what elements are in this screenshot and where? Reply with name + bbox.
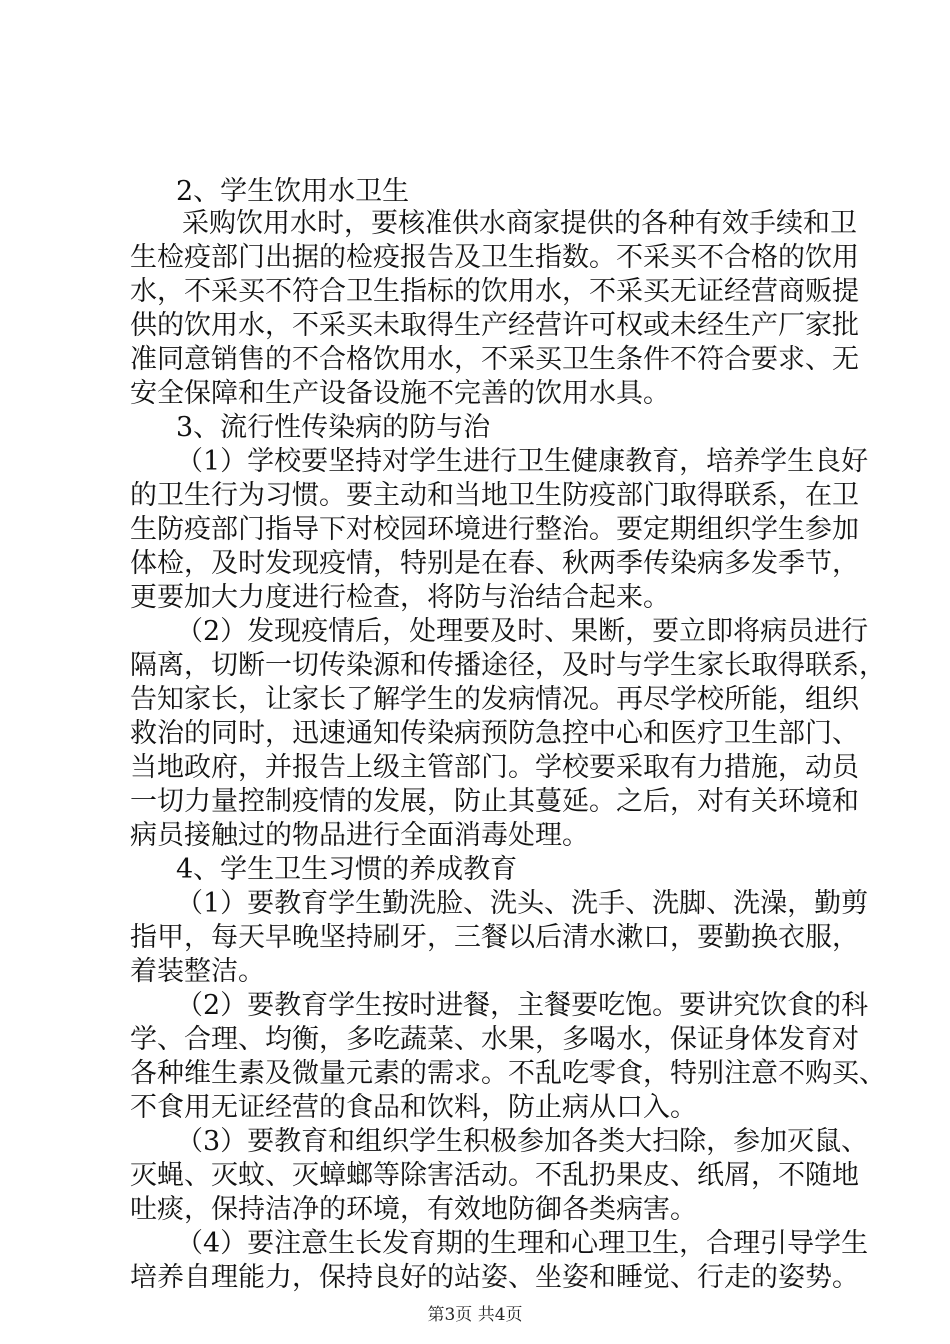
- paragraph-line: 各种维生素及微量元素的需求。不乱吃零食，特别注意不购买、: [130, 1058, 886, 1089]
- page-number-footer: 第3页 共4页: [427, 1305, 523, 1325]
- paragraph-line: 当地政府，并报告上级主管部门。学校要采取有力措施，动员: [130, 752, 859, 783]
- paragraph-line: 体检，及时发现疫情，特别是在春、秋两季传染病多发季节，: [130, 548, 859, 579]
- paragraph-line: （2）发现疫情后，处理要及时、果断，要立即将病员进行: [176, 616, 869, 647]
- paragraph-line: （2）要教育学生按时进餐，主餐要吃饱。要讲究饮食的科: [176, 990, 869, 1021]
- paragraph-line: 培养自理能力，保持良好的站姿、坐姿和睡觉、行走的姿势。: [130, 1262, 859, 1293]
- paragraph-line: （3）要教育和组织学生积极参加各类大扫除，参加灭鼠、: [176, 1126, 869, 1157]
- paragraph-line: （4）要注意生长发育期的生理和心理卫生，合理引导学生: [176, 1228, 869, 1259]
- paragraph-line: 灭蝇、灭蚊、灭蟑螂等除害活动。不乱扔果皮、纸屑，不随地: [130, 1160, 859, 1191]
- paragraph-line: 隔离，切断一切传染源和传播途径，及时与学生家长取得联系，: [130, 650, 886, 681]
- paragraph-line: 一切力量控制疫情的发展，防止其蔓延。之后，对有关环境和: [130, 786, 859, 817]
- paragraph-line: 学、合理、均衡，多吃蔬菜、水果，多喝水，保证身体发育对: [130, 1024, 859, 1055]
- paragraph-line: 指甲，每天早晚坚持刷牙，三餐以后清水漱口，要勤换衣服，: [130, 922, 859, 953]
- paragraph-line: 吐痰，保持洁净的环境，有效地防御各类病害。: [130, 1194, 697, 1225]
- paragraph-line: 救治的同时，迅速通知传染病预防急控中心和医疗卫生部门、: [130, 718, 859, 749]
- paragraph-line: 采购饮用水时，要核准供水商家提供的各种有效手续和卫: [182, 208, 857, 239]
- paragraph-line: （1）要教育学生勤洗脸、洗头、洗手、洗脚、洗澡，勤剪: [176, 888, 869, 919]
- paragraph-line: 生防疫部门指导下对校园环境进行整治。要定期组织学生参加: [130, 514, 859, 545]
- paragraph-line: 告知家长，让家长了解学生的发病情况。再尽学校所能，组织: [130, 684, 859, 715]
- paragraph-line: 准同意销售的不合格饮用水，不采买卫生条件不符合要求、无: [130, 344, 859, 375]
- paragraph-line: 水，不采买不符合卫生指标的饮用水，不采买无证经营商贩提: [130, 276, 859, 307]
- section-heading-2: 2、学生饮用水卫生: [176, 176, 410, 207]
- paragraph-line: 着装整洁。: [130, 956, 265, 987]
- paragraph-line: 的卫生行为习惯。要主动和当地卫生防疫部门取得联系，在卫: [130, 480, 859, 511]
- section-heading-3: 3、流行性传染病的防与治: [176, 412, 491, 443]
- paragraph-line: 不食用无证经营的食品和饮料，防止病从口入。: [130, 1092, 697, 1123]
- section-heading-4: 4、学生卫生习惯的养成教育: [176, 854, 518, 885]
- paragraph-line: 病员接触过的物品进行全面消毒处理。: [130, 820, 589, 851]
- paragraph-line: （1）学校要坚持对学生进行卫生健康教育，培养学生良好: [176, 446, 869, 477]
- paragraph-line: 更要加大力度进行检查，将防与治结合起来。: [130, 582, 670, 613]
- paragraph-line: 生检疫部门出据的检疫报告及卫生指数。不采买不合格的饮用: [130, 242, 859, 273]
- paragraph-line: 供的饮用水，不采买未取得生产经营许可权或未经生产厂家批: [130, 310, 859, 341]
- paragraph-line: 安全保障和生产设备设施不完善的饮用水具。: [130, 378, 670, 409]
